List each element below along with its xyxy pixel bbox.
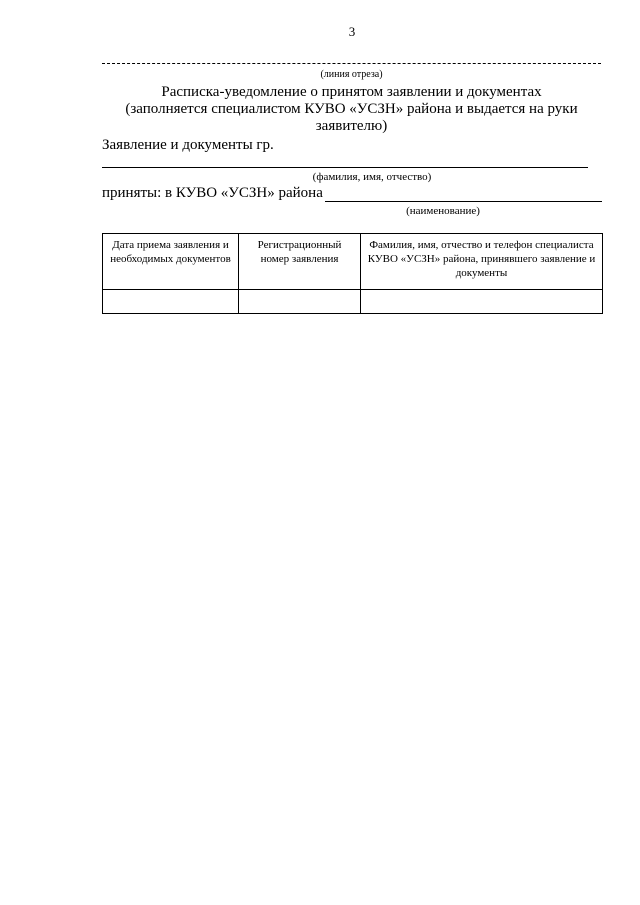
page-number: 3 [348, 24, 356, 39]
cut-line [102, 63, 601, 64]
organization-caption: (наименование) [406, 205, 480, 217]
accepted-label: приняты: в КУВО «УСЗН» района [102, 185, 323, 201]
table-cell-registration-number [239, 290, 361, 314]
header-specialist: Фамилия, имя, отчество и телефон специалиста КУВО «УСЗН» района, принявшего заявление и документы [361, 234, 603, 290]
fio-caption: (фамилия, имя, отчество) [312, 171, 432, 183]
document-subtitle: (заполняется специалистом КУВО «УСЗН» района и выдается на руки заявителю) [125, 101, 578, 134]
header-date-received: Дата приема заявления и необходимых документов [103, 234, 239, 290]
receipt-table [102, 233, 603, 314]
header-registration-number: Регистрационный номер заявления [239, 234, 361, 290]
document-title: Расписка-уведомление о принятом заявлении и документах [161, 84, 542, 100]
fio-fill-line [102, 167, 588, 168]
table-cell-date [103, 290, 239, 314]
table-header-row [103, 234, 603, 290]
table-row [103, 290, 603, 314]
statement-label: Заявление и документы гр. [102, 137, 274, 153]
table-cell-specialist [361, 290, 603, 314]
organization-fill-line [325, 201, 602, 202]
cut-line-caption: (линия отреза) [320, 69, 383, 80]
